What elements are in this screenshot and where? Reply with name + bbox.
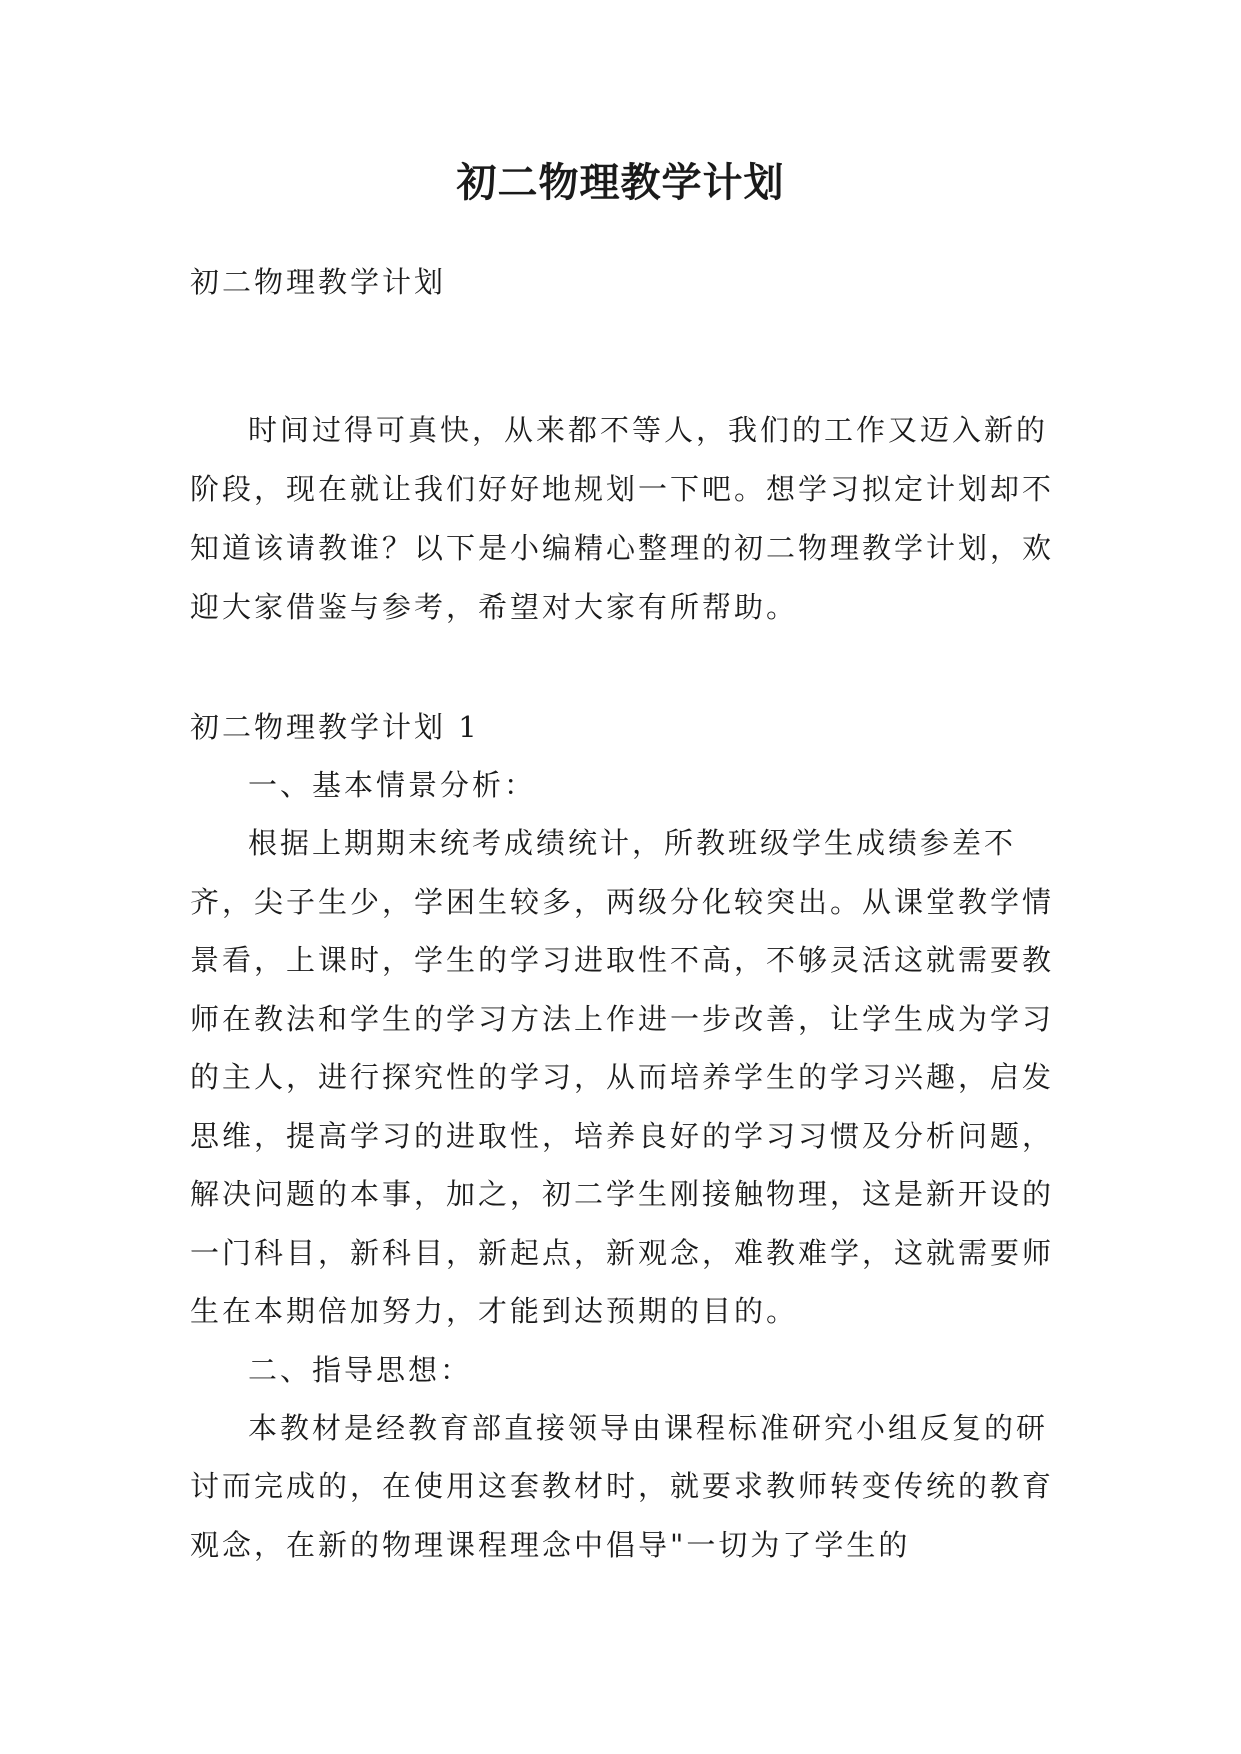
basic-situation-heading: 一、基本情景分析： — [248, 768, 537, 802]
intro-section — [190, 401, 1055, 637]
guiding-thought-heading: 二、指导思想： — [248, 1352, 473, 1387]
plan-section-1 — [190, 698, 1055, 1574]
document-subtitle: 初二物理教学计划 — [190, 265, 447, 299]
section-heading: 初二物理教学计划 1 — [190, 710, 480, 744]
basic-situation-paragraph: 根据上期期末统考成绩统计，所教班级学生成绩参差不齐，尖子生少，学困生较多，两级分化较突出。从课堂教学情景看，上课时，学生的学习进取性不高，不够灵活这就需要教师在教法和学生的学习方法上作进一步改善，让学生成为学习的主人，进行探究性的学习，从而培养学生的学习兴趣，启发思维，提高学习的进取性，培养良好的学习习惯及分析问题，解决问题的本事，加之，初二学生刚接触物理，这是新开设的一门科目，新科目，新起点，新观念，难教难学，这就需要师生在本期倍加努力，才能到达预期的目的。 — [190, 826, 1055, 1328]
guiding-thought-paragraph: 本教材是经教育部直接领导由课程标准研究小组反复的研讨而完成的，在使用这套教材时，就要求教师转变传统的教育观念，在新的物理课程理念中倡导"一切为了学生的 — [190, 1410, 1055, 1562]
document-title: 初二物理教学计划 — [456, 159, 785, 206]
intro-paragraph: 时间过得可真快，从来都不等人，我们的工作又迈入新的阶段，现在就让我们好好地规划一下吧。想学习拟定计划却不知道该请教谁？以下是小编精心整理的初二物理教学计划，欢迎大家借鉴与参考，希望对大家有所帮助。 — [190, 413, 1055, 624]
